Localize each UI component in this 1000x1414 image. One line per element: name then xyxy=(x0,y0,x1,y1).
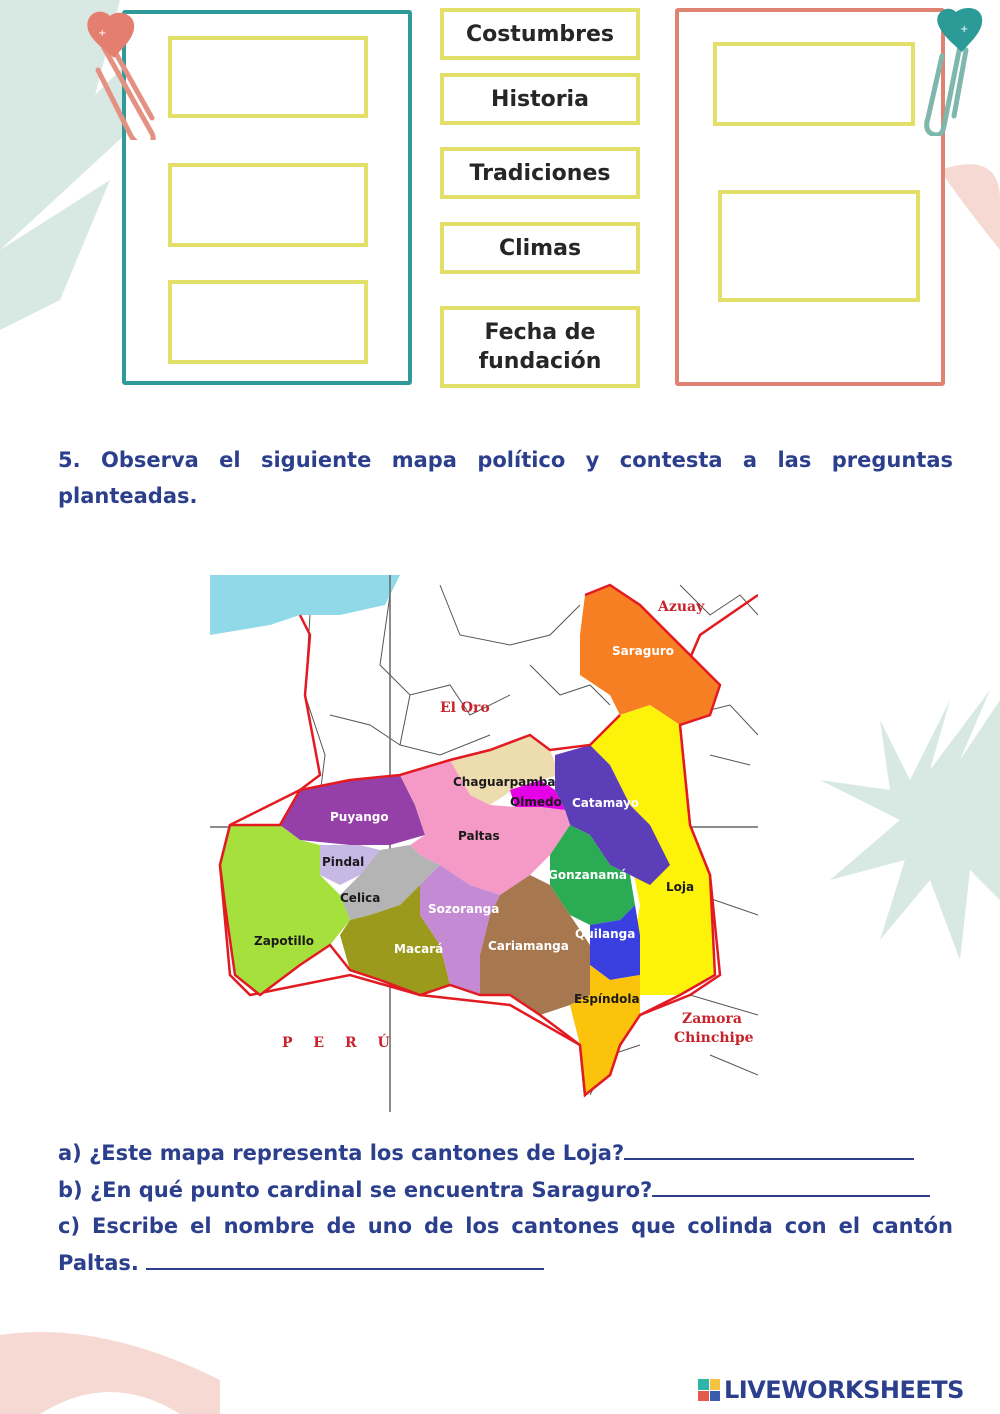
label-paltas: Paltas xyxy=(458,829,500,843)
label-espindola: Espíndola xyxy=(574,992,640,1006)
label-chinchipe: Chinchipe xyxy=(674,1030,754,1046)
label-chaguarpamba: Chaguarpamba xyxy=(453,775,556,789)
label-azuay: Azuay xyxy=(658,599,705,615)
question-c-line1 xyxy=(58,1208,953,1244)
drop-box-left-1[interactable] xyxy=(168,36,368,118)
label-sozoranga: Sozoranga xyxy=(428,902,500,916)
label-celica: Celica xyxy=(340,891,381,905)
label-puyango: Puyango xyxy=(330,810,389,824)
drop-box-left-2[interactable] xyxy=(168,163,368,247)
brand-text: LIVEWORKSHEETS xyxy=(724,1376,964,1404)
paperclip-heart-icon-right xyxy=(920,6,990,136)
label-gonzanama: Gonzanamá xyxy=(548,868,627,882)
label-costumbres[interactable]: Costumbres xyxy=(440,8,640,60)
peach-arc-decoration xyxy=(940,164,1000,250)
label-tradiciones[interactable]: Tradiciones xyxy=(440,147,640,199)
label-olmedo: Olmedo xyxy=(510,795,562,809)
label-catamayo: Catamayo xyxy=(572,796,640,810)
answer-blank-c[interactable] xyxy=(146,1246,544,1270)
paperclip-heart-icon xyxy=(80,10,170,140)
political-map xyxy=(210,575,758,1112)
label-zapotillo: Zapotillo xyxy=(254,934,314,948)
liveworksheets-brand xyxy=(698,1376,964,1404)
label-macara: Macará xyxy=(394,942,444,956)
answer-blank-b[interactable] xyxy=(652,1173,930,1197)
question-b-text: b) ¿En qué punto cardinal se encuentra Saraguro? xyxy=(58,1178,653,1202)
map-svg xyxy=(210,575,758,1112)
drop-box-right-1[interactable] xyxy=(713,42,915,126)
star-decoration-right xyxy=(820,690,1000,960)
question-a xyxy=(58,1135,953,1171)
question-c-text-2: Paltas. xyxy=(58,1251,139,1275)
label-historia[interactable]: Historia xyxy=(440,73,640,125)
label-climas[interactable]: Climas xyxy=(440,222,640,274)
question-a-text: a) ¿Este mapa representa los cantones de Loja? xyxy=(58,1141,625,1165)
label-cariamanga: Cariamanga xyxy=(488,939,569,953)
answer-blank-a[interactable] xyxy=(624,1136,914,1160)
svg-text:+: + xyxy=(960,24,969,35)
label-zamora: Zamora xyxy=(682,1011,742,1027)
question-c-line2 xyxy=(58,1245,953,1281)
question-c-text: c) Escribe el nombre de uno de los cantones que colinda con el cantón xyxy=(58,1214,953,1238)
drop-box-right-2[interactable] xyxy=(718,190,920,302)
drop-box-left-3[interactable] xyxy=(168,280,368,364)
liveworksheets-logo-icon xyxy=(698,1379,720,1401)
label-loja: Loja xyxy=(666,880,695,894)
label-saraguro: Saraguro xyxy=(612,644,675,658)
question-5-text: 5. Observa el siguiente mapa político y contesta a las preguntas planteadas. xyxy=(58,448,953,508)
label-el-oro: El Oro xyxy=(440,700,490,716)
label-fecha-fundacion[interactable]: Fecha de fundación xyxy=(440,306,640,388)
svg-text:+: + xyxy=(98,28,107,39)
label-quilanga: Quilanga xyxy=(575,927,636,941)
question-b xyxy=(58,1172,953,1208)
label-pindal: Pindal xyxy=(322,855,365,869)
label-peru: P E R Ú xyxy=(282,1035,398,1051)
